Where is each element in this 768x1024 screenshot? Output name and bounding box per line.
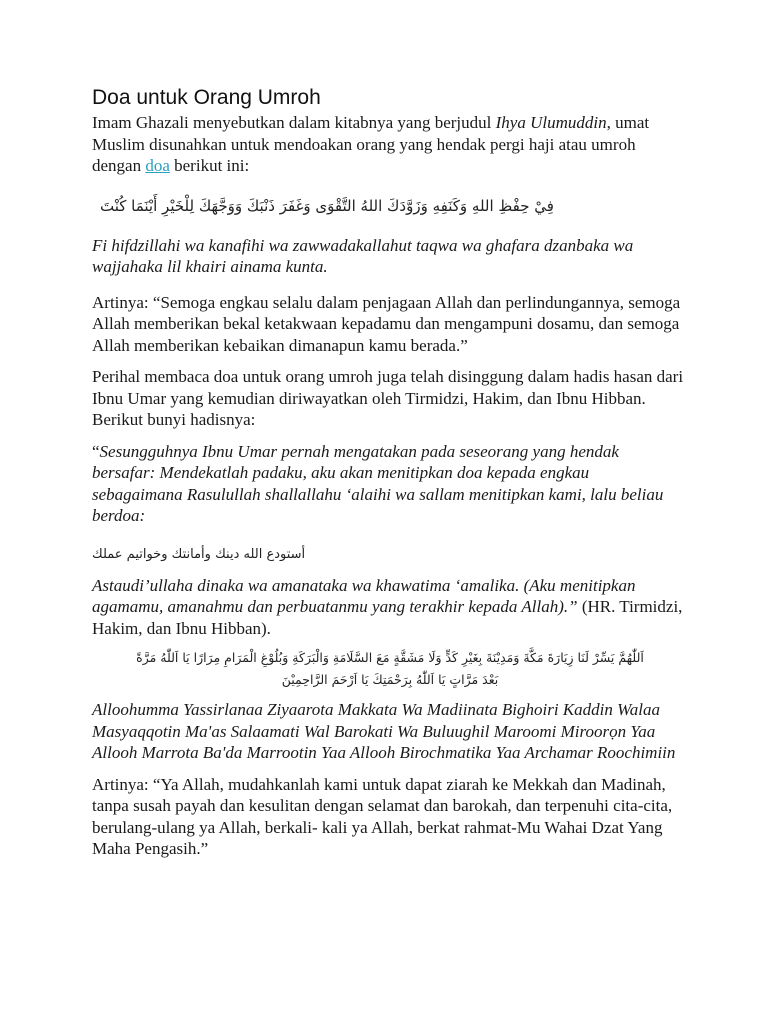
- latin-prayer-2: [92, 575, 684, 640]
- latin-prayer-3: Alloohumma Yassirlanaa Ziyaarota Makkata Wa Madiinata Bighoiri Kaddin Walaa Masyaqqotin Ma'as Salaamati Wal Barokati Wa Buluughil Maroomi Miroorọn Yaa Allooh Marrota Ba'da Marrootin Yaa Allooh Birochmatika Yaa Archamar Roochimiin: [92, 700, 676, 762]
- meaning-3: Artinya: “Ya Allah, mudahkanlah kami untuk dapat ziarah ke Mekkah dan Madinah, tanpa susah payah dan kesulitan dengan selamat dan barokah, dan terpenuhi cita-cita, berulang-ulang ya Allah, berkali- kali ya Allah, berkat rahmat-Mu Wahai Dzat Yang Maha Pengasih.”: [92, 774, 673, 858]
- meaning-1: Artinya: “Semoga engkau selalu dalam penjagaan Allah dan perlindungannya, semoga Allah memberikan bekal ketakwaan kepadamu dan mengampuni dosamu, dan semoga Allah memberikan kebaikan dimanapun kamu berada.”: [92, 292, 681, 355]
- intro-paragraph: [92, 112, 684, 177]
- hadith-quote: [92, 441, 684, 527]
- page-title: Doa untuk Orang Umroh: [92, 86, 321, 109]
- hadith-intro: Perihal membaca doa untuk orang umroh juga telah disinggung dalam hadis hasan dari Ibnu Umar yang kemudian diriwayatkan oleh Tirmidzi, Hakim, dan Ibnu Hibban. Berikut bunyi hadisnya:: [92, 367, 684, 429]
- latin-prayer-1: Fi hifdzillahi wa kanafihi wa zawwadakallahut taqwa wa ghafara dzanbaka wa wajjahaka lil khairi ainama kunta.: [92, 235, 634, 276]
- arabic-prayer-3: [92, 647, 684, 691]
- arabic-prayer-2: أستودع الله دينك وأمانتك وخواتيم عملك: [92, 546, 306, 562]
- latin-prayer-2-text: Astaudi’ullaha dinaka wa amanataka wa khawatima ‘amalika. (Aku menitipkan agamamu, amanahmu dan perbuatanmu yang terakhir kepada Allah).”: [92, 575, 636, 616]
- document-page: [92, 86, 684, 860]
- quote-open: “: [92, 441, 100, 461]
- book-title: Ihya Ulumuddin: [495, 113, 607, 132]
- arabic-prayer-1: فِيْ حِفْظِ اللهِ وَكَنَفِهِ وَزَوَّدَكَ اللهُ التَّقْوَى وَغَفَرَ ذَنْبَكَ وَوَجَّهَكَ لِلْخَيْرِ أَيْنَمَا كُنْتَ: [100, 196, 554, 215]
- hadith-source: (HR. Tirmidzi, Hakim, dan Ibnu Hibban).: [92, 597, 683, 638]
- intro-text-1: Imam Ghazali menyebutkan dalam kitabnya yang berjudul: [92, 113, 496, 132]
- hadith-quote-text: Sesungguhnya Ibnu Umar pernah mengatakan pada seseorang yang hendak bersafar: Mendekatlah padaku, aku akan menitipkan doa kepada engkau sebagaimana Rasulullah shallallahu ‘alaihi wa sallam menitipkan kami, lalu beliau berdoa:: [92, 441, 664, 525]
- arabic-prayer-3-line-1: اَللّٰهُمَّ يَسِّرْ لَنَا زِيَارَةَ مَكَّةَ وَمَدِيْنَةَ بِغَيْرِ كَدٍّ وَلَا مَشَقَّةٍ مَعَ السَّلَامَةِ وَالْبَرَكَةِ وَبُلُوْغِ الْمَرَامِ مِرَارًا يَا اَللّٰهُ مَرَّةً: [136, 650, 644, 665]
- doa-link[interactable]: doa: [145, 156, 170, 175]
- intro-text-3: berikut ini:: [169, 156, 250, 175]
- intro-text-2: , umat Muslim disunahkan untuk mendoakan orang yang hendak pergi haji atau umroh dengan: [92, 113, 650, 175]
- arabic-prayer-3-line-2: بَعْدَ مَرَّاتٍ يَا اَللّٰهُ بِرَحْمَتِكَ يَا اَرْحَمَ الرَّاحِمِيْنَ: [281, 672, 499, 687]
